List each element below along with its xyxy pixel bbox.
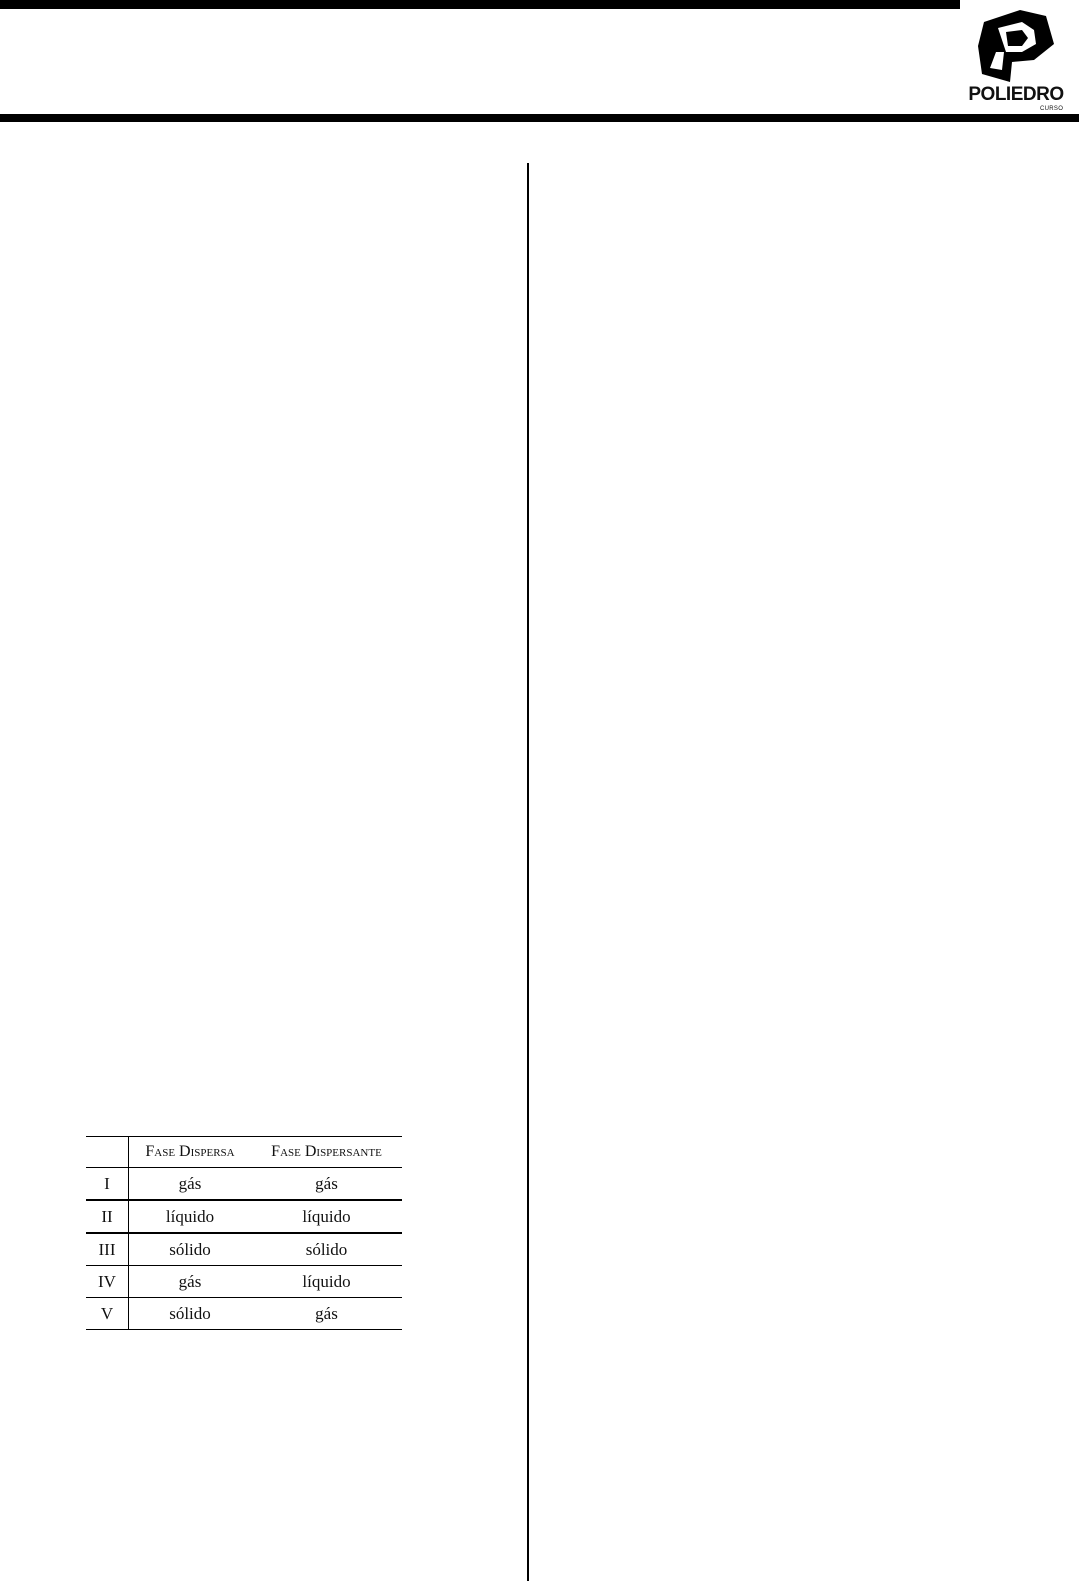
table-header-row <box>86 1137 402 1168</box>
column-divider <box>527 163 529 1581</box>
row-label: IV <box>86 1266 129 1298</box>
table-row <box>86 1266 402 1298</box>
row-label: II <box>86 1200 129 1233</box>
cell-fase-dispersante: sólido <box>305 1239 348 1259</box>
row-label: III <box>86 1233 129 1266</box>
table-row <box>86 1233 402 1266</box>
row-label: I <box>86 1168 129 1201</box>
cell-fase-dispersa: gás <box>178 1173 202 1193</box>
cell-fase-dispersa: sólido <box>169 1239 211 1259</box>
cell-fase-dispersante: gás <box>315 1303 338 1323</box>
dispersion-phase-table <box>86 1136 402 1330</box>
table-row <box>86 1298 402 1330</box>
poliedro-logo <box>962 6 1074 114</box>
cell-fase-dispersante: gás <box>315 1173 338 1193</box>
row-label: V <box>86 1298 129 1330</box>
cell-fase-dispersante: líquido <box>302 1271 351 1291</box>
cell-fase-dispersante: líquido <box>302 1206 351 1226</box>
cell-fase-dispersa: líquido <box>165 1206 215 1226</box>
table-row <box>86 1200 402 1233</box>
cell-fase-dispersa: sólido <box>169 1303 211 1323</box>
header-bottom-rule <box>0 114 1079 122</box>
header-top-rule <box>0 0 960 9</box>
cell-fase-dispersa: gás <box>178 1271 202 1291</box>
logo-wordmark: POLIEDRO <box>968 84 1064 105</box>
header-cell-label <box>86 1137 129 1168</box>
table-row <box>86 1168 402 1201</box>
logo-subtext: CURSO <box>1040 106 1064 112</box>
poliedro-p-icon <box>976 8 1056 84</box>
header-cell-fase-dispersa: Fase Dispersa <box>145 1143 235 1160</box>
header-cell-fase-dispersante: Fase Dispersante <box>271 1143 382 1160</box>
